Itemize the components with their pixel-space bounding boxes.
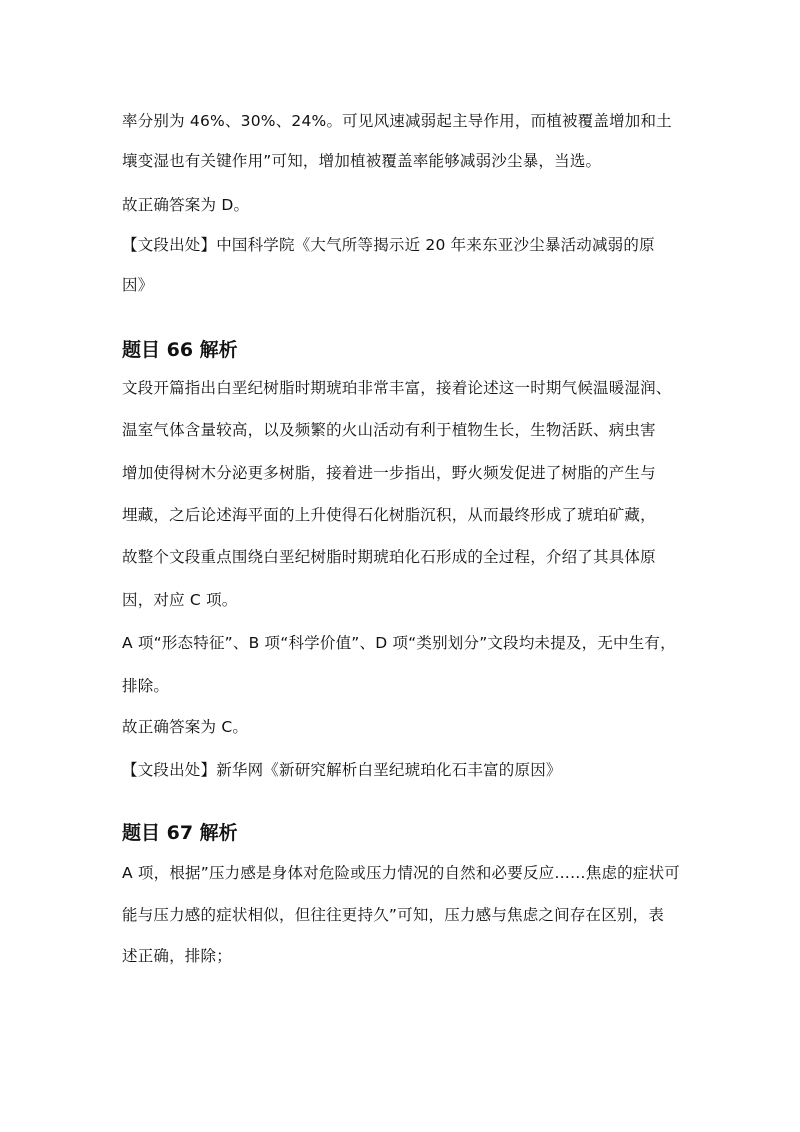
- paragraph-line: A 项，根据”压力感是身体对危险或压力情况的自然和必要反应……焦虑的症状可: [122, 864, 680, 882]
- paragraph-line: 增加使得树木分泌更多树脂，接着进一步指出，野火频发促进了树脂的产生与: [122, 464, 656, 482]
- paragraph-line: 温室气体含量较高，以及频繁的火山活动有利于植物生长，生物活跃、病虫害: [122, 421, 656, 439]
- section-heading-q66: 题目 66 解析: [122, 339, 238, 361]
- source-line: 因》: [122, 276, 154, 294]
- paragraph-line: 排除。: [122, 677, 170, 695]
- paragraph-line: 述正确，排除；: [122, 947, 232, 965]
- answer-line: 故正确答案为 D。: [122, 196, 250, 214]
- paragraph-line: 率分别为 46%、30%、24%。可见风速减弱起主导作用，而植被覆盖增加和土: [122, 112, 672, 130]
- paragraph-line: 故整个文段重点围绕白垩纪树脂时期琥珀化石形成的全过程，介绍了其具体原: [122, 548, 656, 566]
- paragraph-line: A 项“形态特征”、B 项“科学价值”、D 项“类别划分”文段均未提及，无中生有，: [122, 634, 676, 652]
- source-line: 【文段出处】新华网《新研究解析白垩纪琥珀化石丰富的原因》: [122, 761, 562, 779]
- paragraph-line: 埋藏，之后论述海平面的上升使得石化树脂沉积，从而最终形成了琥珀矿藏，: [122, 506, 656, 524]
- answer-line: 故正确答案为 C。: [122, 718, 249, 736]
- paragraph-line: 壤变湿也有关键作用”可知，增加植被覆盖率能够减弱沙尘暴，当选。: [122, 152, 602, 170]
- section-heading-q67: 题目 67 解析: [122, 822, 238, 844]
- source-line: 【文段出处】中国科学院《大气所等揭示近 20 年来东亚沙尘暴活动减弱的原: [122, 236, 655, 254]
- paragraph-line: 能与压力感的症状相似，但往往更持久”可知，压力感与焦虑之间存在区别，表: [122, 906, 665, 924]
- paragraph-line: 文段开篇指出白垩纪树脂时期琥珀非常丰富，接着论述这一时期气候温暖湿润、: [122, 379, 672, 397]
- paragraph-line: 因，对应 C 项。: [122, 591, 238, 609]
